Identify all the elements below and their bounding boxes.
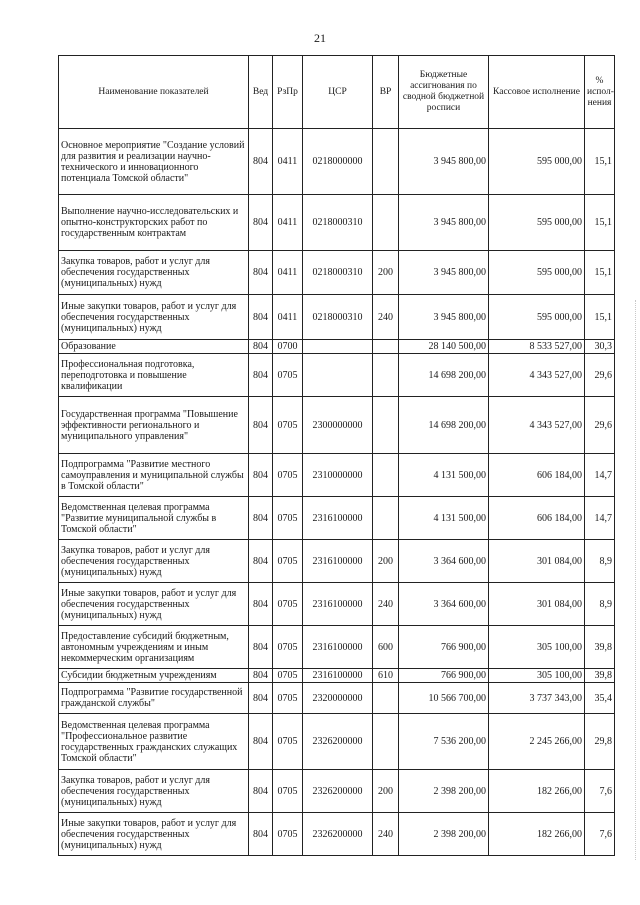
row-cash: 305 100,00 [489,669,585,683]
table-row [59,683,615,714]
row-pct: 8,9 [585,540,615,583]
row-ved: 804 [249,397,273,454]
row-rzpr: 0700 [273,340,303,354]
row-ved: 804 [249,813,273,856]
table-row [59,340,615,354]
row-csr: 0218000000 [303,129,373,195]
row-cash: 606 184,00 [489,454,585,497]
row-cash: 3 737 343,00 [489,683,585,714]
row-name: Ведомственная целевая программа "Развитие муниципальной службы в Томской области" [59,497,249,540]
row-name: Государственная программа "Повышение эффективности регионального и муниципального управления" [59,397,249,454]
row-vr: 600 [373,626,399,669]
row-cash: 595 000,00 [489,195,585,251]
row-rzpr: 0705 [273,497,303,540]
row-pct: 35,4 [585,683,615,714]
row-vr [373,454,399,497]
row-pct: 8,9 [585,583,615,626]
row-name: Профессиональная подготовка, переподготовка и повышение квалификации [59,354,249,397]
row-cash: 2 245 266,00 [489,714,585,770]
col-header-pct: % испол-нения [585,56,615,129]
col-header-name: Наименование показателей [59,56,249,129]
row-budget: 2 398 200,00 [399,813,489,856]
row-name: Закупка товаров, работ и услуг для обеспечения государственных (муниципальных) нужд [59,770,249,813]
table-row [59,626,615,669]
row-vr [373,354,399,397]
row-pct: 15,1 [585,251,615,295]
row-name: Подпрограмма "Развитие государственной гражданской службы" [59,683,249,714]
row-name: Закупка товаров, работ и услуг для обеспечения государственных (муниципальных) нужд [59,251,249,295]
row-name: Иные закупки товаров, работ и услуг для обеспечения государственных (муниципальных) нужд [59,583,249,626]
row-csr: 0218000310 [303,195,373,251]
row-vr: 240 [373,583,399,626]
row-name: Иные закупки товаров, работ и услуг для обеспечения государственных (муниципальных) нужд [59,295,249,340]
row-pct: 7,6 [585,813,615,856]
row-rzpr: 0705 [273,669,303,683]
row-ved: 804 [249,454,273,497]
row-pct: 14,7 [585,497,615,540]
row-vr [373,497,399,540]
row-ved: 804 [249,683,273,714]
row-rzpr: 0411 [273,129,303,195]
row-budget: 7 536 200,00 [399,714,489,770]
row-pct: 29,6 [585,354,615,397]
row-budget: 3 945 800,00 [399,251,489,295]
row-pct: 15,1 [585,195,615,251]
row-csr: 2316100000 [303,540,373,583]
row-vr: 200 [373,770,399,813]
table-row [59,714,615,770]
row-cash: 182 266,00 [489,813,585,856]
row-pct: 29,8 [585,714,615,770]
row-budget: 4 131 500,00 [399,454,489,497]
row-ved: 804 [249,583,273,626]
row-csr: 2326200000 [303,770,373,813]
col-header-csr: ЦСР [303,56,373,129]
row-ved: 804 [249,251,273,295]
row-rzpr: 0705 [273,770,303,813]
row-csr: 2300000000 [303,397,373,454]
table-row [59,540,615,583]
row-csr [303,340,373,354]
row-ved: 804 [249,540,273,583]
row-pct: 39,8 [585,669,615,683]
row-vr: 610 [373,669,399,683]
row-budget: 3 364 600,00 [399,583,489,626]
row-budget: 766 900,00 [399,669,489,683]
row-cash: 595 000,00 [489,251,585,295]
row-pct: 15,1 [585,295,615,340]
table-row [59,195,615,251]
row-ved: 804 [249,129,273,195]
row-budget: 3 945 800,00 [399,295,489,340]
row-name: Основное мероприятие "Создание условий для развития и реализации научно-технического и инновационного потенциала Томской области" [59,129,249,195]
row-budget: 2 398 200,00 [399,770,489,813]
row-name: Иные закупки товаров, работ и услуг для обеспечения государственных (муниципальных) нужд [59,813,249,856]
row-pct: 15,1 [585,129,615,195]
row-csr: 2326200000 [303,813,373,856]
row-csr: 2316100000 [303,669,373,683]
row-vr [373,195,399,251]
row-budget: 3 945 800,00 [399,129,489,195]
col-header-rzpr: РзПр [273,56,303,129]
row-rzpr: 0411 [273,295,303,340]
row-rzpr: 0411 [273,195,303,251]
row-rzpr: 0705 [273,540,303,583]
row-name: Предоставление субсидий бюджетным, автономным учреждениям и иным некоммерческим организациям [59,626,249,669]
row-cash: 182 266,00 [489,770,585,813]
table-row [59,813,615,856]
table-row [59,454,615,497]
row-ved: 804 [249,354,273,397]
col-header-ved: Вед [249,56,273,129]
row-cash: 4 343 527,00 [489,354,585,397]
row-pct: 7,6 [585,770,615,813]
row-csr: 2316100000 [303,497,373,540]
row-cash: 595 000,00 [489,129,585,195]
table-row [59,583,615,626]
row-rzpr: 0705 [273,397,303,454]
row-pct: 29,6 [585,397,615,454]
row-cash: 301 084,00 [489,540,585,583]
row-name: Подпрограмма "Развитие местного самоуправления и муниципальной службы в Томской области" [59,454,249,497]
table-row [59,397,615,454]
row-name: Выполнение научно-исследовательских и опытно-конструкторских работ по государственным контрактам [59,195,249,251]
row-cash: 4 343 527,00 [489,397,585,454]
row-name: Субсидии бюджетным учреждениям [59,669,249,683]
row-cash: 305 100,00 [489,626,585,669]
table-row [59,354,615,397]
row-rzpr: 0705 [273,714,303,770]
row-pct: 14,7 [585,454,615,497]
row-vr: 200 [373,540,399,583]
row-rzpr: 0411 [273,251,303,295]
row-vr: 200 [373,251,399,295]
row-csr: 2320000000 [303,683,373,714]
row-ved: 804 [249,195,273,251]
row-vr [373,129,399,195]
row-budget: 14 698 200,00 [399,397,489,454]
row-name: Ведомственная целевая программа "Профессиональное развитие государственных гражданских служащих Томской области" [59,714,249,770]
row-pct: 30,3 [585,340,615,354]
row-vr [373,340,399,354]
row-ved: 804 [249,770,273,813]
table-row [59,251,615,295]
table-row [59,497,615,540]
row-csr: 2310000000 [303,454,373,497]
row-csr: 2316100000 [303,583,373,626]
col-header-cash: Кассовое исполнение [489,56,585,129]
row-pct: 39,8 [585,626,615,669]
col-header-vr: ВР [373,56,399,129]
table-header-row [59,56,615,129]
row-budget: 28 140 500,00 [399,340,489,354]
row-name: Образование [59,340,249,354]
row-rzpr: 0705 [273,683,303,714]
scan-edge-artifact [633,300,636,860]
table-row [59,770,615,813]
row-ved: 804 [249,626,273,669]
row-csr: 2326200000 [303,714,373,770]
row-csr: 0218000310 [303,251,373,295]
row-ved: 804 [249,714,273,770]
row-csr: 2316100000 [303,626,373,669]
row-cash: 606 184,00 [489,497,585,540]
row-cash: 595 000,00 [489,295,585,340]
row-budget: 4 131 500,00 [399,497,489,540]
row-vr: 240 [373,813,399,856]
row-vr [373,714,399,770]
row-rzpr: 0705 [273,813,303,856]
col-header-budget: Бюджетные ассигнования по сводной бюджетной росписи [399,56,489,129]
row-csr: 0218000310 [303,295,373,340]
row-rzpr: 0705 [273,583,303,626]
row-rzpr: 0705 [273,454,303,497]
row-ved: 804 [249,340,273,354]
row-budget: 3 364 600,00 [399,540,489,583]
table-row [59,295,615,340]
row-cash: 8 533 527,00 [489,340,585,354]
row-rzpr: 0705 [273,354,303,397]
row-ved: 804 [249,295,273,340]
row-cash: 301 084,00 [489,583,585,626]
row-budget: 3 945 800,00 [399,195,489,251]
row-vr [373,683,399,714]
row-csr [303,354,373,397]
row-budget: 14 698 200,00 [399,354,489,397]
row-vr: 240 [373,295,399,340]
table-row [59,669,615,683]
row-vr [373,397,399,454]
page-number: 21 [314,31,326,45]
row-ved: 804 [249,669,273,683]
budget-execution-table [58,55,615,856]
row-rzpr: 0705 [273,626,303,669]
row-budget: 766 900,00 [399,626,489,669]
row-ved: 804 [249,497,273,540]
row-name: Закупка товаров, работ и услуг для обеспечения государственных (муниципальных) нужд [59,540,249,583]
row-budget: 10 566 700,00 [399,683,489,714]
table-row [59,129,615,195]
